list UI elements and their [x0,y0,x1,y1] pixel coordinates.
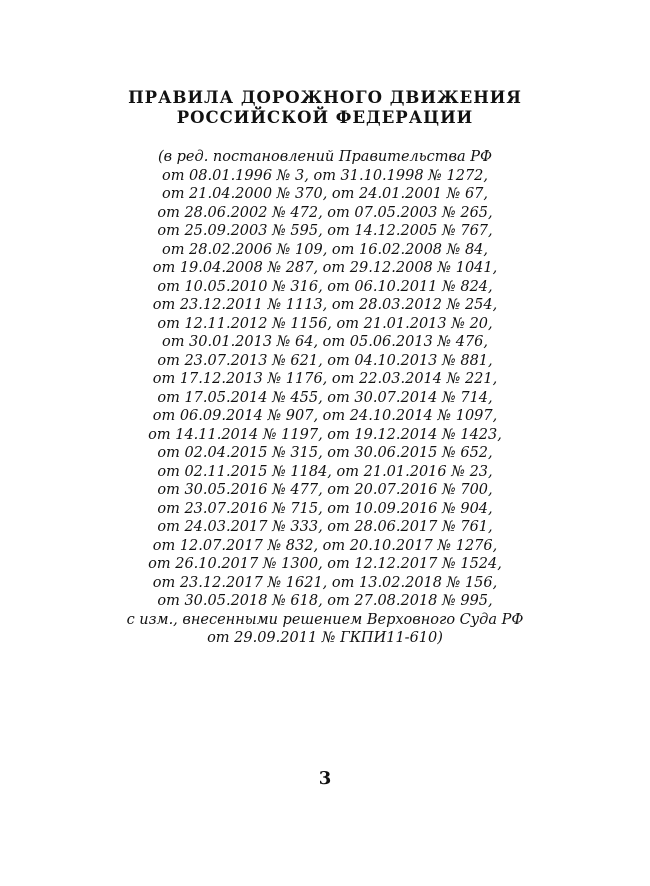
edition-line: от 23.12.2017 № 1621, от 13.02.2018 № 156, [152,574,498,591]
edition-line: (в ред. постановлений Правительства РФ [157,149,493,165]
edition-line: от 30.05.2018 № 618, от 27.08.2018 № 995, [157,593,493,609]
edition-line: от 14.11.2014 № 1197, от 19.12.2014 № 1423, [148,426,502,443]
edition-line: от 02.04.2015 № 315, от 30.06.2015 № 652, [157,445,493,461]
edition-line: от 12.11.2012 № 1156, от 21.01.2013 № 20, [157,315,493,332]
edition-line: от 17.05.2014 № 455, от 30.07.2014 № 714, [157,389,493,406]
edition-line: от 12.07.2017 № 832, от 20.10.2017 № 1276, [152,537,498,554]
edition-line: от 17.12.2013 № 1176, от 22.03.2014 № 221, [152,371,498,387]
edition-line: с изм., внесенными решением Верховного Суда РФ [126,611,524,628]
document-title [0,88,650,128]
edition-line: от 23.07.2013 № 621, от 04.10.2013 № 881, [157,352,493,369]
edition-line: от 30.05.2016 № 477, от 20.07.2016 № 700, [157,482,493,498]
edition-line: от 02.11.2015 № 1184, от 21.01.2016 № 23, [157,463,493,480]
edition-line: от 21.04.2000 № 370, от 24.01.2001 № 67, [161,186,489,202]
edition-line: от 19.04.2008 № 287, от 29.12.2008 № 1041, [152,260,498,276]
page-number: 3 [318,768,332,789]
title-line: РОССИЙСКОЙ ФЕДЕРАЦИИ [176,108,474,127]
edition-line: от 23.12.2011 № 1113, от 28.03.2012 № 254, [152,297,498,313]
edition-line: от 28.06.2002 № 472, от 07.05.2003 № 265, [157,204,493,221]
edition-line: от 23.07.2016 № 715, от 10.09.2016 № 904, [157,500,493,517]
edition-line: от 24.03.2017 № 333, от 28.06.2017 № 761, [157,519,493,535]
edition-line: от 29.09.2011 № ГКПИ11-610) [207,630,443,646]
edition-line: от 08.01.1996 № 3, от 31.10.1998 № 1272, [161,167,489,184]
edition-line: от 28.02.2006 № 109, от 16.02.2008 № 84, [161,241,489,258]
edition-line: от 25.09.2003 № 595, от 14.12.2005 № 767, [157,223,493,239]
edition-line: от 26.10.2017 № 1300, от 12.12.2017 № 1524, [148,556,502,572]
edition-line: от 10.05.2010 № 316, от 06.10.2011 № 824, [157,278,493,295]
edition-line: от 06.09.2014 № 907, от 24.10.2014 № 1097, [152,408,498,424]
edition-line: от 30.01.2013 № 64, от 05.06.2013 № 476, [161,334,489,350]
title-line: ПРАВИЛА ДОРОЖНОГО ДВИЖЕНИЯ [128,88,522,107]
edition-note [0,148,650,648]
